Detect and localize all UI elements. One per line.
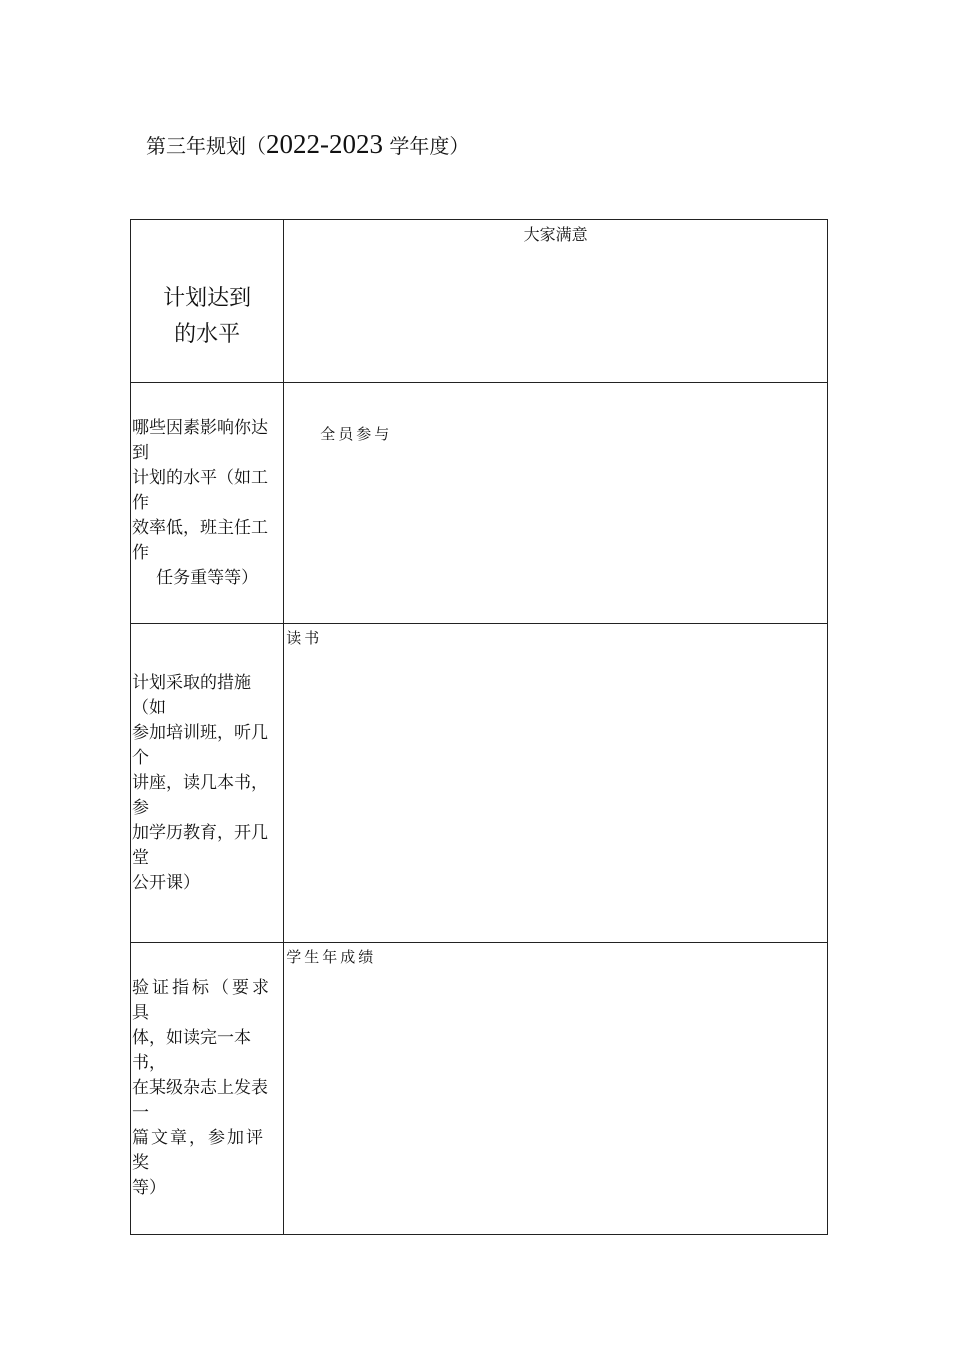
content-cell-factors[interactable] [284, 383, 828, 624]
plan-table [130, 219, 828, 1235]
row-target-level [131, 220, 828, 383]
row-verification [131, 943, 828, 1235]
row-content: 全员参与 [320, 425, 393, 443]
row-label [131, 976, 283, 1201]
row-label [131, 416, 283, 591]
row-label [131, 671, 283, 896]
label-cell-factors [131, 383, 284, 624]
row-content: 大家满意 [523, 225, 588, 244]
content-cell-target-level[interactable] [284, 220, 828, 383]
content-cell-measures[interactable] [284, 624, 828, 943]
row-label-line: 在某级杂志上发表一 [132, 1078, 268, 1123]
page-title [146, 126, 469, 164]
row-label-line: 验证指标（要求具 [132, 978, 272, 1023]
row-label-line: 篇文章，参加评奖 [132, 1128, 265, 1173]
row-label-line: 计划采取的措施（如 [132, 672, 251, 718]
title-year: 2022-2023 [266, 129, 383, 159]
row-label-line: 等） [132, 1178, 166, 1198]
row-label-line: 计划的水平（如工作 [132, 467, 268, 513]
row-content: 读书 [286, 629, 323, 647]
row-label-line: 讲座，读几本书，参 [132, 772, 268, 818]
title-prefix: 第三年规划（ [146, 134, 266, 158]
title-suffix: 学年度） [383, 134, 470, 158]
label-cell-target-level [131, 220, 284, 383]
row-label-line: 加学历教育，开几堂 [132, 822, 268, 868]
label-cell-measures [131, 624, 284, 943]
row-label [131, 249, 283, 353]
row-factors [131, 383, 828, 624]
label-cell-verification [131, 943, 284, 1235]
row-label-line: 哪些因素影响你达到 [132, 417, 268, 463]
row-label-line: 参加培训班，听几个 [132, 722, 268, 768]
row-label-line: 体，如读完一本书， [132, 1028, 251, 1073]
row-measures [131, 624, 828, 943]
content-cell-verification[interactable] [284, 943, 828, 1235]
row-label-line: 效率低，班主任工作 [132, 517, 268, 563]
row-label-line: 的水平 [174, 322, 241, 347]
row-label-line: 公开课） [132, 872, 200, 893]
row-label-line: 任务重等等） [156, 567, 259, 588]
row-label-line: 计划达到 [163, 286, 252, 311]
row-content: 学生年成绩 [286, 948, 377, 966]
